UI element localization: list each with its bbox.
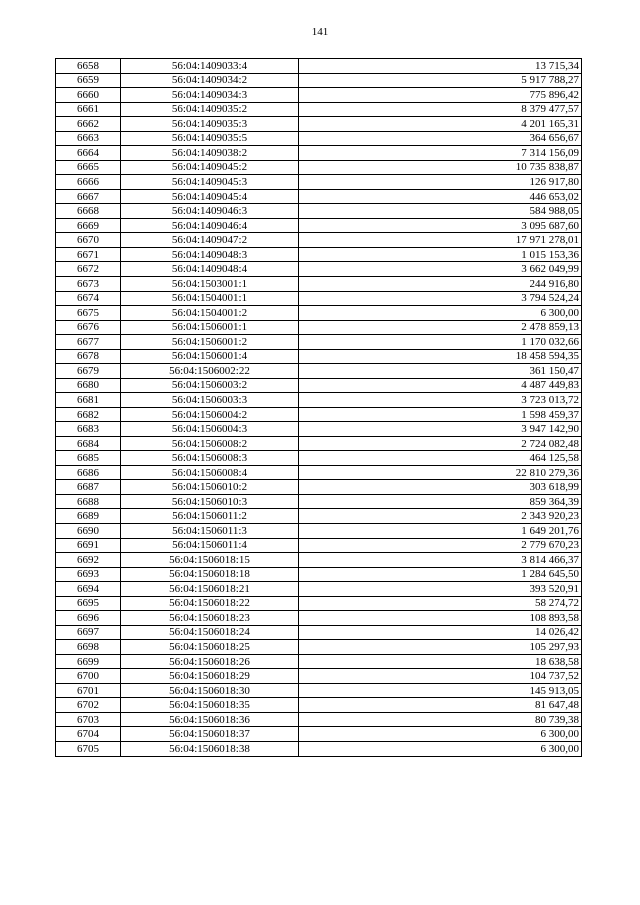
- row-number-cell: 6670: [56, 233, 121, 248]
- row-number-cell: 6663: [56, 131, 121, 146]
- cadastral-number-cell: 56:04:1409033:4: [121, 59, 299, 74]
- row-number-cell: 6694: [56, 582, 121, 597]
- row-number-cell: 6685: [56, 451, 121, 466]
- row-number-cell: 6669: [56, 218, 121, 233]
- cadastral-number-cell: 56:04:1506018:18: [121, 567, 299, 582]
- row-number-cell: 6660: [56, 88, 121, 103]
- cadastral-value-cell: 7 314 156,09: [299, 146, 582, 161]
- row-number-cell: 6676: [56, 320, 121, 335]
- table-row: [56, 146, 582, 161]
- cadastral-value-cell: 2 724 082,48: [299, 436, 582, 451]
- cadastral-value-cell: 18 638,58: [299, 654, 582, 669]
- cadastral-number-cell: 56:04:1409045:3: [121, 175, 299, 190]
- cadastral-value-cell: 1 284 645,50: [299, 567, 582, 582]
- cadastral-number-cell: 56:04:1504001:1: [121, 291, 299, 306]
- table-row: [56, 553, 582, 568]
- table-row: [56, 160, 582, 175]
- row-number-cell: 6688: [56, 494, 121, 509]
- cadastral-value-cell: 3 723 013,72: [299, 393, 582, 408]
- row-number-cell: 6668: [56, 204, 121, 219]
- cadastral-number-cell: 56:04:1409048:4: [121, 262, 299, 277]
- row-number-cell: 6687: [56, 480, 121, 495]
- table-row: [56, 625, 582, 640]
- table-row: [56, 480, 582, 495]
- row-number-cell: 6691: [56, 538, 121, 553]
- cadastral-number-cell: 56:04:1409046:3: [121, 204, 299, 219]
- cadastral-value-cell: 8 379 477,57: [299, 102, 582, 117]
- row-number-cell: 6697: [56, 625, 121, 640]
- table-row: [56, 393, 582, 408]
- cadastral-value-cell: 859 364,39: [299, 494, 582, 509]
- cadastral-number-cell: 56:04:1506018:29: [121, 669, 299, 684]
- row-number-cell: 6702: [56, 698, 121, 713]
- cadastral-number-cell: 56:04:1506011:4: [121, 538, 299, 553]
- cadastral-value-cell: 775 896,42: [299, 88, 582, 103]
- cadastral-value-cell: 3 662 049,99: [299, 262, 582, 277]
- table-row: [56, 291, 582, 306]
- row-number-cell: 6682: [56, 407, 121, 422]
- cadastral-value-cell: 126 917,80: [299, 175, 582, 190]
- table-row: [56, 247, 582, 262]
- row-number-cell: 6689: [56, 509, 121, 524]
- cadastral-number-cell: 56:04:1506004:3: [121, 422, 299, 437]
- row-number-cell: 6698: [56, 640, 121, 655]
- cadastral-number-cell: 56:04:1506004:2: [121, 407, 299, 422]
- cadastral-value-cell: 6 300,00: [299, 741, 582, 756]
- cadastral-value-cell: 17 971 278,01: [299, 233, 582, 248]
- row-number-cell: 6678: [56, 349, 121, 364]
- table-row: [56, 88, 582, 103]
- row-number-cell: 6704: [56, 727, 121, 742]
- cadastral-number-cell: 56:04:1506018:24: [121, 625, 299, 640]
- cadastral-number-cell: 56:04:1506008:2: [121, 436, 299, 451]
- table-row: [56, 567, 582, 582]
- cadastral-value-cell: 80 739,38: [299, 712, 582, 727]
- table-row: [56, 640, 582, 655]
- cadastral-number-cell: 56:04:1409047:2: [121, 233, 299, 248]
- cadastral-value-cell: 446 653,02: [299, 189, 582, 204]
- table-row: [56, 698, 582, 713]
- table-row: [56, 596, 582, 611]
- table-row: [56, 218, 582, 233]
- cadastral-value-cell: 2 478 859,13: [299, 320, 582, 335]
- row-number-cell: 6672: [56, 262, 121, 277]
- cadastral-number-cell: 56:04:1409045:4: [121, 189, 299, 204]
- row-number-cell: 6665: [56, 160, 121, 175]
- table-row: [56, 494, 582, 509]
- row-number-cell: 6696: [56, 611, 121, 626]
- table-row: [56, 262, 582, 277]
- row-number-cell: 6658: [56, 59, 121, 74]
- table-row: [56, 465, 582, 480]
- row-number-cell: 6695: [56, 596, 121, 611]
- cadastral-number-cell: 56:04:1506018:23: [121, 611, 299, 626]
- row-number-cell: 6666: [56, 175, 121, 190]
- table-row: [56, 131, 582, 146]
- table-row: [56, 349, 582, 364]
- row-number-cell: 6692: [56, 553, 121, 568]
- cadastral-number-cell: 56:04:1506018:38: [121, 741, 299, 756]
- cadastral-value-cell: 361 150,47: [299, 364, 582, 379]
- cadastral-value-cell: 1 598 459,37: [299, 407, 582, 422]
- cadastral-value-cell: 5 917 788,27: [299, 73, 582, 88]
- cadastral-value-cell: 10 735 838,87: [299, 160, 582, 175]
- row-number-cell: 6659: [56, 73, 121, 88]
- cadastral-number-cell: 56:04:1506003:2: [121, 378, 299, 393]
- cadastral-value-cell: 104 737,52: [299, 669, 582, 684]
- table-row: [56, 335, 582, 350]
- table-body: [56, 59, 582, 757]
- cadastral-value-cell: 584 988,05: [299, 204, 582, 219]
- cadastral-value-cell: 145 913,05: [299, 683, 582, 698]
- page-number: 141: [311, 26, 329, 38]
- row-number-cell: 6677: [56, 335, 121, 350]
- row-number-cell: 6679: [56, 364, 121, 379]
- cadastral-value-cell: 105 297,93: [299, 640, 582, 655]
- cadastral-value-cell: 303 618,99: [299, 480, 582, 495]
- cadastral-value-cell: 6 300,00: [299, 727, 582, 742]
- row-number-cell: 6675: [56, 306, 121, 321]
- table-row: [56, 436, 582, 451]
- cadastral-value-cell: 4 201 165,31: [299, 117, 582, 132]
- cadastral-value-cell: 464 125,58: [299, 451, 582, 466]
- row-number-cell: 6664: [56, 146, 121, 161]
- table-row: [56, 306, 582, 321]
- cadastral-value-cell: 58 274,72: [299, 596, 582, 611]
- table-row: [56, 741, 582, 756]
- cadastral-number-cell: 56:04:1506001:1: [121, 320, 299, 335]
- cadastral-number-cell: 56:04:1506011:2: [121, 509, 299, 524]
- row-number-cell: 6680: [56, 378, 121, 393]
- cadastral-value-cell: 81 647,48: [299, 698, 582, 713]
- row-number-cell: 6701: [56, 683, 121, 698]
- row-number-cell: 6699: [56, 654, 121, 669]
- cadastral-number-cell: 56:04:1506018:15: [121, 553, 299, 568]
- row-number-cell: 6686: [56, 465, 121, 480]
- row-number-cell: 6700: [56, 669, 121, 684]
- cadastral-number-cell: 56:04:1506018:21: [121, 582, 299, 597]
- cadastral-number-cell: 56:04:1409035:5: [121, 131, 299, 146]
- cadastral-value-cell: 1 015 153,36: [299, 247, 582, 262]
- table-row: [56, 509, 582, 524]
- cadastral-number-cell: 56:04:1409035:2: [121, 102, 299, 117]
- cadastral-value-cell: 2 779 670,23: [299, 538, 582, 553]
- cadastral-value-cell: 18 458 594,35: [299, 349, 582, 364]
- cadastral-number-cell: 56:04:1506018:25: [121, 640, 299, 655]
- cadastral-value-cell: 3 947 142,90: [299, 422, 582, 437]
- cadastral-number-cell: 56:04:1409045:2: [121, 160, 299, 175]
- row-number-cell: 6671: [56, 247, 121, 262]
- table-row: [56, 451, 582, 466]
- row-number-cell: 6662: [56, 117, 121, 132]
- table-row: [56, 59, 582, 74]
- row-number-cell: 6684: [56, 436, 121, 451]
- cadastral-number-cell: 56:04:1506003:3: [121, 393, 299, 408]
- row-number-cell: 6673: [56, 276, 121, 291]
- table-row: [56, 320, 582, 335]
- cadastral-number-cell: 56:04:1506002:22: [121, 364, 299, 379]
- cadastral-value-cell: 22 810 279,36: [299, 465, 582, 480]
- cadastral-value-cell: 2 343 920,23: [299, 509, 582, 524]
- table-row: [56, 538, 582, 553]
- cadastral-value-cell: 4 487 449,83: [299, 378, 582, 393]
- cadastral-number-cell: 56:04:1506010:2: [121, 480, 299, 495]
- table-row: [56, 712, 582, 727]
- cadastral-number-cell: 56:04:1409048:3: [121, 247, 299, 262]
- cadastral-value-cell: 108 893,58: [299, 611, 582, 626]
- table-row: [56, 611, 582, 626]
- cadastral-number-cell: 56:04:1504001:2: [121, 306, 299, 321]
- row-number-cell: 6661: [56, 102, 121, 117]
- cadastral-number-cell: 56:04:1506018:37: [121, 727, 299, 742]
- cadastral-number-cell: 56:04:1409046:4: [121, 218, 299, 233]
- cadastral-number-cell: 56:04:1506008:4: [121, 465, 299, 480]
- cadastral-value-table: [55, 58, 582, 757]
- cadastral-value-cell: 3 814 466,37: [299, 553, 582, 568]
- table-row: [56, 422, 582, 437]
- table-row: [56, 233, 582, 248]
- table-row: [56, 407, 582, 422]
- cadastral-number-cell: 56:04:1409034:3: [121, 88, 299, 103]
- row-number-cell: 6693: [56, 567, 121, 582]
- cadastral-value-cell: 1 649 201,76: [299, 524, 582, 539]
- table-row: [56, 654, 582, 669]
- cadastral-number-cell: 56:04:1506018:26: [121, 654, 299, 669]
- cadastral-number-cell: 56:04:1506001:2: [121, 335, 299, 350]
- table-row: [56, 378, 582, 393]
- row-number-cell: 6703: [56, 712, 121, 727]
- table-row: [56, 727, 582, 742]
- cadastral-number-cell: 56:04:1506011:3: [121, 524, 299, 539]
- row-number-cell: 6681: [56, 393, 121, 408]
- cadastral-number-cell: 56:04:1409034:2: [121, 73, 299, 88]
- row-number-cell: 6674: [56, 291, 121, 306]
- cadastral-number-cell: 56:04:1506018:35: [121, 698, 299, 713]
- row-number-cell: 6683: [56, 422, 121, 437]
- table-row: [56, 582, 582, 597]
- cadastral-value-cell: 14 026,42: [299, 625, 582, 640]
- table-row: [56, 524, 582, 539]
- cadastral-number-cell: 56:04:1409038:2: [121, 146, 299, 161]
- cadastral-value-cell: 3 095 687,60: [299, 218, 582, 233]
- cadastral-value-cell: 1 170 032,66: [299, 335, 582, 350]
- cadastral-number-cell: 56:04:1506010:3: [121, 494, 299, 509]
- cadastral-value-cell: 364 656,67: [299, 131, 582, 146]
- cadastral-value-cell: 393 520,91: [299, 582, 582, 597]
- table-row: [56, 669, 582, 684]
- cadastral-number-cell: 56:04:1409035:3: [121, 117, 299, 132]
- table-row: [56, 276, 582, 291]
- cadastral-value-cell: 6 300,00: [299, 306, 582, 321]
- cadastral-number-cell: 56:04:1503001:1: [121, 276, 299, 291]
- row-number-cell: 6690: [56, 524, 121, 539]
- table-row: [56, 364, 582, 379]
- row-number-cell: 6705: [56, 741, 121, 756]
- cadastral-number-cell: 56:04:1506018:36: [121, 712, 299, 727]
- cadastral-value-cell: 13 715,34: [299, 59, 582, 74]
- table-row: [56, 189, 582, 204]
- cadastral-value-cell: 244 916,80: [299, 276, 582, 291]
- table-row: [56, 117, 582, 132]
- table-row: [56, 683, 582, 698]
- table-row: [56, 102, 582, 117]
- cadastral-number-cell: 56:04:1506001:4: [121, 349, 299, 364]
- table-row: [56, 73, 582, 88]
- row-number-cell: 6667: [56, 189, 121, 204]
- table-row: [56, 204, 582, 219]
- cadastral-number-cell: 56:04:1506018:30: [121, 683, 299, 698]
- cadastral-value-cell: 3 794 524,24: [299, 291, 582, 306]
- table-row: [56, 175, 582, 190]
- cadastral-number-cell: 56:04:1506018:22: [121, 596, 299, 611]
- cadastral-number-cell: 56:04:1506008:3: [121, 451, 299, 466]
